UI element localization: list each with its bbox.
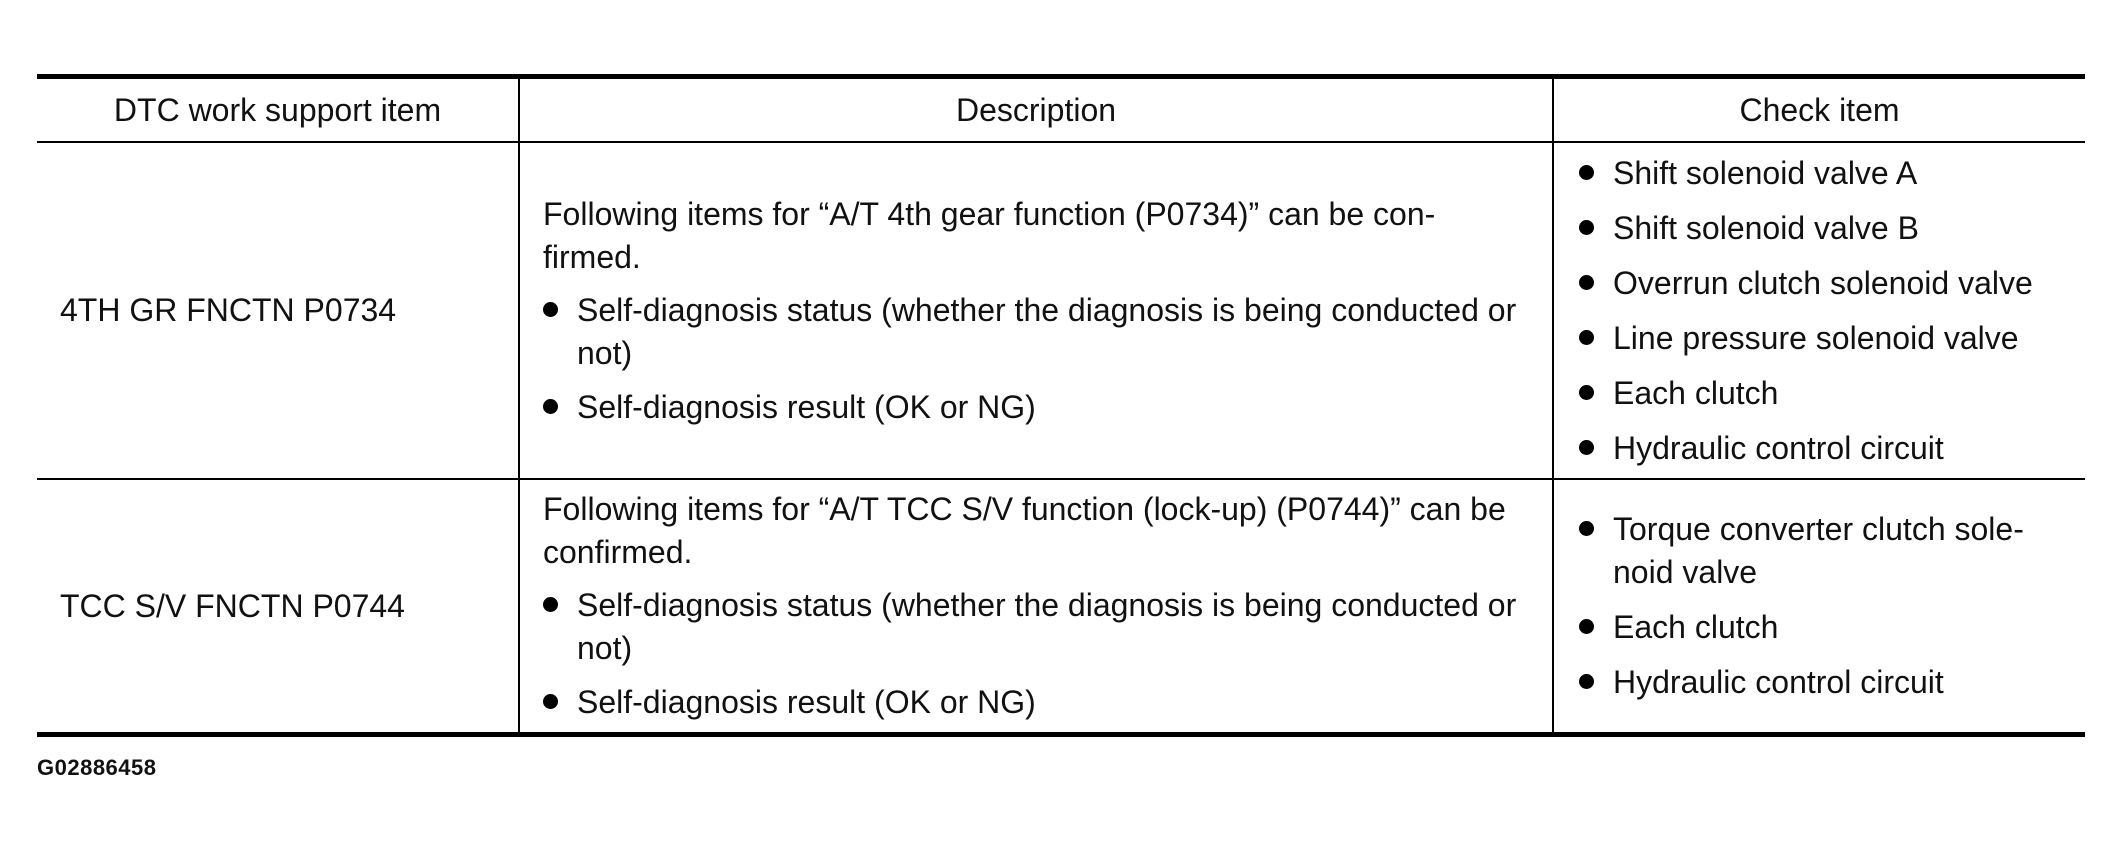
list-item <box>1579 508 2075 594</box>
bullet-icon <box>543 694 558 709</box>
description-bullet-list <box>543 289 1532 429</box>
list-item <box>1579 262 2075 305</box>
description-cell <box>520 143 1554 478</box>
bullet-icon <box>543 302 558 317</box>
bullet-icon <box>1579 220 1594 235</box>
check-item-text: Shift solenoid valve B <box>1613 209 1919 246</box>
check-item-text: Hydraulic control circuit <box>1613 429 1944 466</box>
list-item <box>1579 317 2075 360</box>
description-intro: Following items for “A/T TCC S/V function (lock-up) (P0744)” can be confirmed. <box>543 491 1506 570</box>
description-intro: Following items for “A/T 4th gear function (P0734)” can be con-firmed. <box>543 195 1436 275</box>
header-check-item: Check item <box>1739 91 1900 128</box>
list-item <box>1579 372 2075 415</box>
check-item-list <box>1579 152 2075 470</box>
bullet-icon <box>1579 674 1594 689</box>
bullet-icon <box>1579 440 1594 455</box>
bullet-text: Self-diagnosis status (whether the diagnosis is being conducted or not) <box>577 587 1517 666</box>
check-item-text: Torque converter clutch sole-noid valve <box>1613 511 2024 590</box>
bullet-icon <box>1579 619 1594 634</box>
check-item-text: Each clutch <box>1613 374 1779 411</box>
description-bullet-list <box>543 584 1532 724</box>
header-dtc-work-support-item: DTC work support item <box>37 79 520 141</box>
check-item-text: Each clutch <box>1613 609 1779 645</box>
description-cell <box>520 480 1554 732</box>
figure-code: G02886458 <box>37 755 157 780</box>
list-item <box>543 289 1532 375</box>
check-item-cell <box>1554 143 2085 478</box>
bullet-icon <box>1579 330 1594 345</box>
check-item-text: Hydraulic control circuit <box>1613 664 1944 700</box>
bullet-icon <box>1579 385 1594 400</box>
list-item <box>543 386 1532 429</box>
bullet-icon <box>1579 275 1594 290</box>
dtc-item-cell: 4TH GR FNCTN P0734 <box>37 143 520 478</box>
bullet-icon <box>543 399 558 414</box>
bullet-icon <box>543 597 558 612</box>
list-item <box>1579 606 2075 649</box>
header-description: Description <box>520 79 1554 141</box>
list-item <box>1579 661 2075 704</box>
dtc-item-cell: TCC S/V FNCTN P0744 <box>37 480 520 732</box>
table-header-row <box>37 79 2085 141</box>
check-item-text: Line pressure solenoid valve <box>1613 319 2019 356</box>
check-item-text: Overrun clutch solenoid valve <box>1613 264 2033 301</box>
list-item <box>1579 207 2075 250</box>
dtc-work-support-table <box>37 74 2085 737</box>
list-item <box>1579 152 2075 195</box>
bullet-text: Self-diagnosis result (OK or NG) <box>577 388 1036 425</box>
bullet-icon <box>1579 521 1594 536</box>
list-item <box>543 681 1532 724</box>
list-item <box>1579 427 2075 470</box>
list-item <box>543 584 1532 670</box>
check-item-text: Shift solenoid valve A <box>1613 154 1918 191</box>
check-item-cell <box>1554 480 2085 732</box>
bullet-icon <box>1579 165 1594 180</box>
table-row <box>37 141 2085 478</box>
check-item-list <box>1579 508 2075 704</box>
bullet-text: Self-diagnosis status (whether the diagnosis is being conducted or not) <box>577 291 1517 371</box>
table-row <box>37 478 2085 732</box>
bullet-text: Self-diagnosis result (OK or NG) <box>577 684 1036 720</box>
